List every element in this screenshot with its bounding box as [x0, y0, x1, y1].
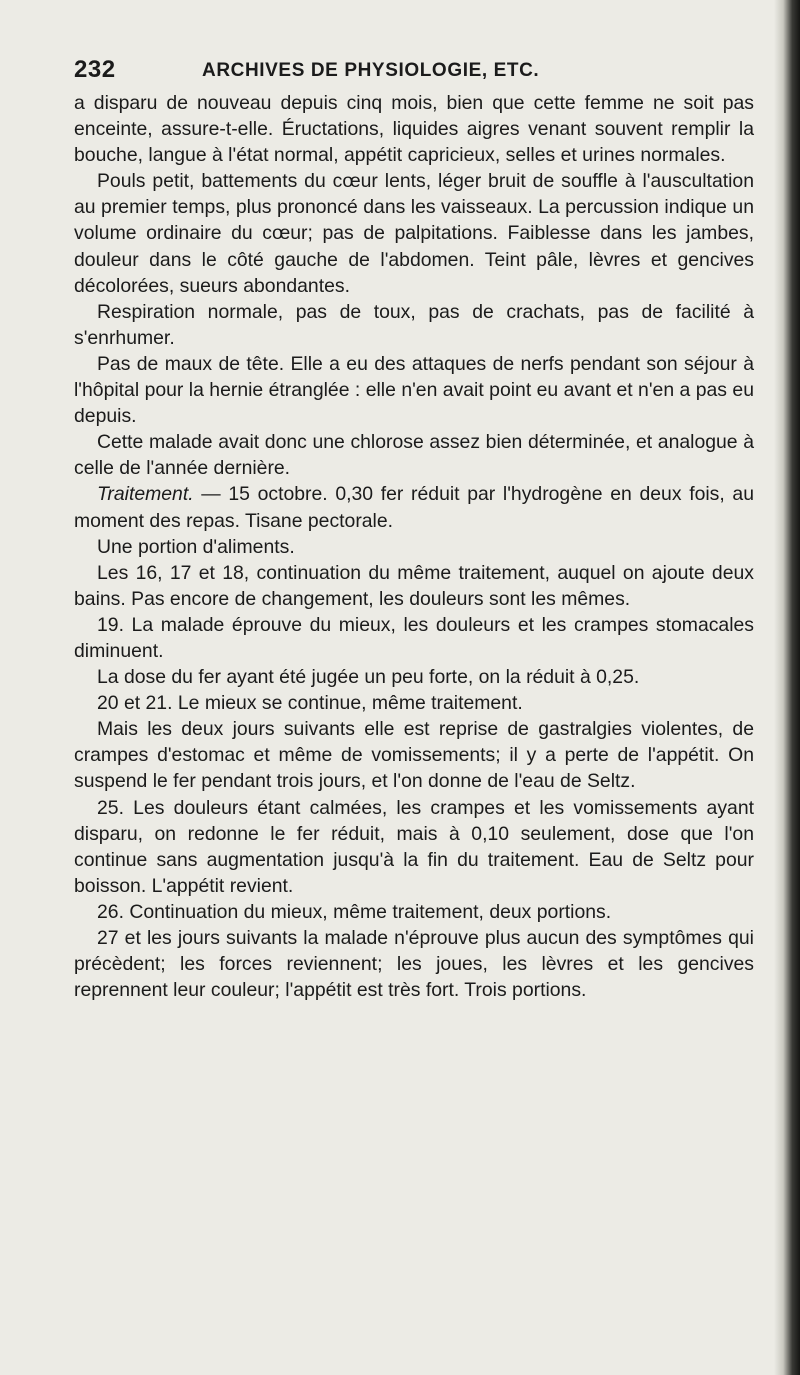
paragraph: Cette malade avait donc une chlorose assez bien déterminée, et analogue à celle de l'année dernière. — [74, 431, 754, 480]
body-text — [74, 90, 754, 1003]
paragraph: Respiration normale, pas de toux, pas de crachats, pas de facilité à s'enrhumer. — [74, 300, 754, 349]
page-number: 232 — [74, 56, 116, 83]
running-head-title: ARCHIVES DE PHYSIOLOGIE, ETC. — [202, 60, 540, 81]
paragraph: Mais les deux jours suivants elle est reprise de gastralgies violentes, de crampes d'estomac et même de vomissements; il y a perte de l'appétit. On suspend le fer pendant trois jours, et l'on donne de l'eau de Seltz. — [74, 718, 754, 793]
paragraph: a disparu de nouveau depuis cinq mois, bien que cette femme ne soit pas enceinte, assure-t-elle. Éructations, liquides aigres venant souvent remplir la bouche, langue à l'état normal, appétit capricieux, selles et urines normales. — [74, 92, 754, 167]
paragraph: Les 16, 17 et 18, continuation du même traitement, auquel on ajoute deux bains. Pas encore de changement, les douleurs sont les mêmes. — [74, 561, 754, 610]
paragraph: Pouls petit, battements du cœur lents, léger bruit de souffle à l'auscultation au premier temps, plus prononcé dans les vaisseaux. La percussion indique un volume ordinaire du cœur; pas de palpitations. Faiblesse dans les jambes, douleur dans le côté gauche de l'abdomen. Teint pâle, lèvres et gencives décolorées, sueurs abondantes. — [74, 170, 754, 297]
paragraph: La dose du fer ayant été jugée un peu forte, on la réduit à 0,25. — [97, 666, 640, 689]
paragraph: Pas de maux de tête. Elle a eu des attaques de nerfs pendant son séjour à l'hôpital pour la hernie étranglée : elle n'en avait point eu avant et n'en a pas eu depuis. — [74, 352, 754, 428]
treatment-label: Traitement. — [97, 483, 194, 506]
paragraph: Une portion d'aliments. — [97, 535, 295, 558]
paragraph: 27 et les jours suivants la malade n'éprouve plus aucun des symptômes qui précèdent; les forces reviennent; les joues, les lèvres et les gencives reprennent leur couleur; l'appétit est très fort. Trois portions. — [74, 927, 754, 1002]
book-page — [74, 56, 754, 1003]
page-binding-edge — [774, 0, 800, 1375]
paragraph: 26. Continuation du mieux, même traitement, deux portions. — [97, 900, 612, 923]
running-head — [74, 56, 754, 90]
paragraph: Traitement. — 15 octobre. 0,30 fer réduit par l'hydrogène en deux fois, au moment des repas. Tisane pectorale. — [74, 483, 754, 532]
paragraph: 25. Les douleurs étant calmées, les crampes et les vomissements ayant disparu, on redonne le fer réduit, mais à 0,10 seulement, dose que l'on continue sans augmentation jusqu'à la fin du traitement. Eau de Seltz pour boisson. L'appétit revient. — [74, 796, 754, 897]
paragraph: 20 et 21. Le mieux se continue, même traitement. — [97, 692, 523, 715]
paragraph: 19. La malade éprouve du mieux, les douleurs et les crampes stomacales diminuent. — [74, 613, 754, 662]
